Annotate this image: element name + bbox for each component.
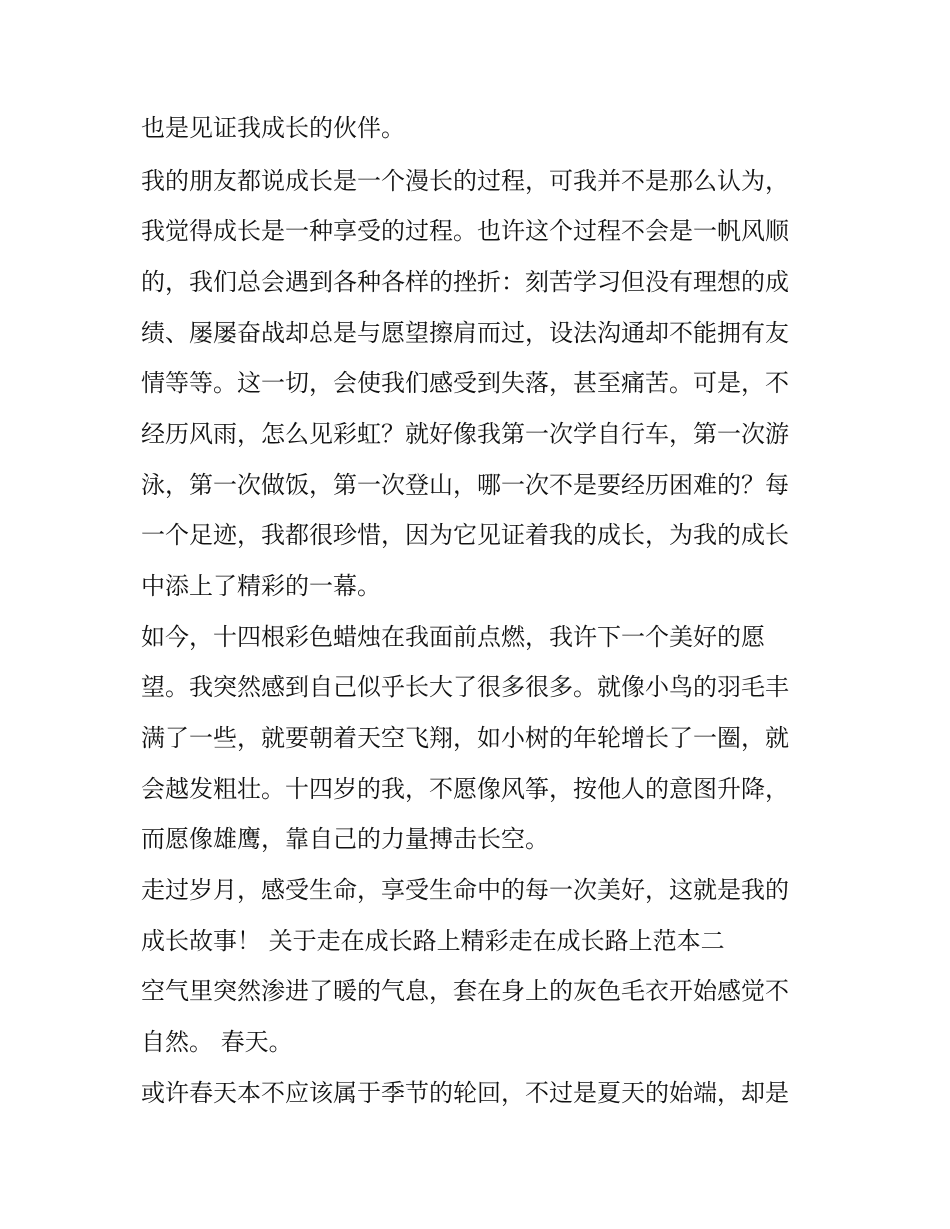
text-line: 而愿像雄鹰，靠自己的力量搏击长空。: [141, 825, 549, 853]
text-line: 自然。 春天。: [141, 1028, 293, 1056]
text-line: 空气里突然渗进了暖的气息，套在身上的灰色毛衣开始感觉不: [141, 977, 789, 1005]
text-line: 中添上了精彩的一幕。: [141, 572, 381, 600]
text-line: 的，我们总会遇到各种各样的挫折：刻苦学习但没有理想的成: [141, 268, 789, 296]
text-line: 我的朋友都说成长是一个漫长的过程，可我并不是那么认为，: [141, 167, 789, 195]
text-line: 我觉得成长是一种享受的过程。也许这个过程不会是一帆风顺: [141, 217, 789, 245]
text-line: 泳，第一次做饭，第一次登山，哪一次不是要经历困难的？每: [141, 471, 789, 499]
text-line: 走过岁月，感受生命，享受生命中的每一次美好，这就是我的: [141, 876, 789, 904]
text-line: 一个足迹，我都很珍惜，因为它见证着我的成长，为我的成长: [141, 521, 789, 549]
text-line: 会越发粗壮。十四岁的我，不愿像风筝，按他人的意图升降，: [141, 775, 789, 803]
text-line: 绩、屡屡奋战却总是与愿望擦肩而过，设法沟通却不能拥有友: [141, 319, 789, 347]
text-line: 经历风雨，怎么见彩虹？就好像我第一次学自行车，第一次游: [141, 420, 789, 448]
text-line: 成长故事！ 关于走在成长路上精彩走在成长路上范本二: [141, 927, 725, 955]
text-line: 望。我突然感到自己似乎长大了很多很多。就像小鸟的羽毛丰: [141, 673, 789, 701]
text-line: 或许春天本不应该属于季节的轮回，不过是夏天的始端，却是: [141, 1079, 789, 1107]
text-line: 也是见证我成长的伙伴。: [141, 114, 405, 142]
text-line: 满了一些，就要朝着天空飞翔，如小树的年轮增长了一圈，就: [141, 724, 789, 752]
text-line: 如今，十四根彩色蜡烛在我面前点燃，我许下一个美好的愿: [141, 623, 765, 651]
text-line: 情等等。这一切，会使我们感受到失落，甚至痛苦。可是，不: [141, 369, 789, 397]
